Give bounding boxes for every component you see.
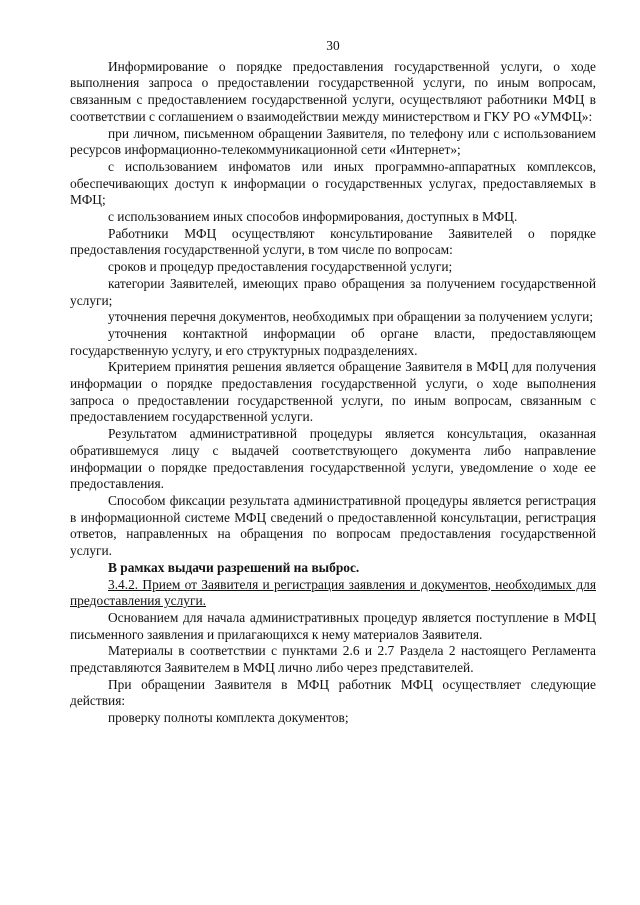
paragraph: Способом фиксации результата административной процедуры является регистрация в информационной системе МФЦ сведений о предоставленной консультации, регистрация ответов, направленных на обращения по вопросам предоставления государственной услуги. (70, 492, 596, 559)
paragraph: с использованием иных способов информирования, доступных в МФЦ. (108, 209, 518, 225)
paragraph: Материалы в соответствии с пунктами 2.6 и 2.7 Раздела 2 настоящего Регламента представляются Заявителем в МФЦ лично либо через представителей. (70, 643, 596, 676)
paragraph: проверку полноты комплекта документов; (108, 710, 349, 726)
paragraph: Критерием принятия решения является обращение Заявителя в МФЦ для получения информации о порядке предоставления государственной услуги, о ходе выполнения запроса о предоставлении государственной услуги, по иным вопросам, связанным с предоставлением государственной услуги. (70, 359, 596, 425)
paragraph: При обращении Заявителя в МФЦ работник МФЦ осуществляет следующие действия: (70, 676, 596, 709)
paragraph: категории Заявителей, имеющих право обращения за получением государственной услуги; (70, 275, 596, 308)
paragraph: сроков и процедур предоставления государственной услуги; (108, 259, 453, 275)
paragraph: Основанием для начала административных процедур является поступление в МФЦ письменного заявления и прилагающихся к нему материалов Заявителя. (70, 609, 596, 642)
paragraph: при личном, письменном обращении Заявителя, по телефону или с использованием ресурсов информационно-телекоммуникационной сети «Интернет»; (70, 125, 596, 158)
paragraph: Результатом административной процедуры является консультация, оказанная обратившемуся лицу с выдачей соответствующего документа либо направление информации о порядке предоставления государственной услуги, уведомление о ходе ее предоставления. (70, 426, 596, 492)
paragraph: с использованием инфоматов или иных программно-аппаратных комплексов, обеспечивающих доступ к информации о государственных услугах, предоставляемых в МФЦ; (70, 158, 596, 208)
paragraph: уточнения контактной информации об органе власти, предоставляющем государственную услугу, и его структурных подразделениях. (70, 325, 596, 358)
section-heading-3-4-2: 3.4.2. Прием от Заявителя и регистрация заявления и документов, необходимых для предоставления услуги. (70, 576, 596, 609)
paragraph: Информирование о порядке предоставления государственной услуги, о ходе выполнения запроса о предоставлении государственной услуги, по иным вопросам, связанным с предоставлением государственной услуги, осуществляют работники МФЦ в соответствии с соглашением о взаимодействии между министерством и ГКУ РО «УМФЦ»: (70, 58, 596, 124)
page-number: 30 (326, 38, 340, 53)
paragraph: Работники МФЦ осуществляют консультирование Заявителей о порядке предоставления государственной услуги, в том числе по вопросам: (70, 225, 596, 258)
bold-heading: В рамках выдачи разрешений на выброс. (108, 559, 360, 575)
paragraph: уточнения перечня документов, необходимых при обращении за получением услуги; (108, 309, 594, 325)
